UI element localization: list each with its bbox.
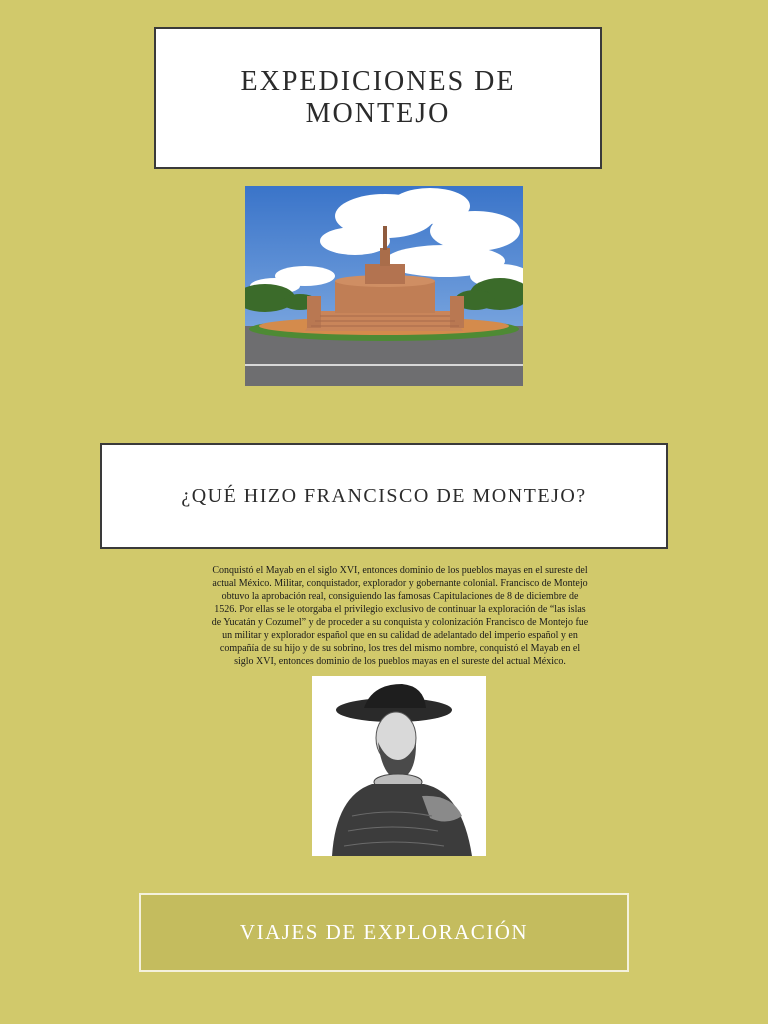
monument-photo (245, 186, 523, 386)
voyages-button[interactable] (139, 893, 629, 972)
page-title: EXPEDICIONES DE MONTEJO (240, 66, 516, 129)
body-paragraph: Conquistó el Mayab en el siglo XVI, entonces dominio de los pueblos mayas en el sureste del actual México. Militar, conquistador, explorador y gobernante colonial. Francisco de Montejo obtuvo la aprobación real, consiguiendo las famosas Capitulaciones de 8 de diciembre de 1526. Por ellas se le otorgaba el privilegio exclusivo de continuar la exploración de “las islas de Yucatán y Cozumel” y de proceder a su conquista y colonización Francisco de Montejo fue un militar y explorador español que en su calidad de adelantado del imperio español y en compañía de su hijo y de su sobrino, los tres del mismo nombre, conquistó el Mayab en el siglo XVI, entonces dominio de los pueblos mayas en el sureste del actual México. (211, 565, 589, 667)
montejo-portrait (312, 676, 486, 856)
title-box (154, 27, 602, 169)
question-box (100, 443, 668, 549)
voyages-button-label: VIAJES DE EXPLORACIÓN (239, 920, 529, 944)
section-heading: ¿QUÉ HIZO FRANCISCO DE MONTEJO? (181, 484, 587, 507)
